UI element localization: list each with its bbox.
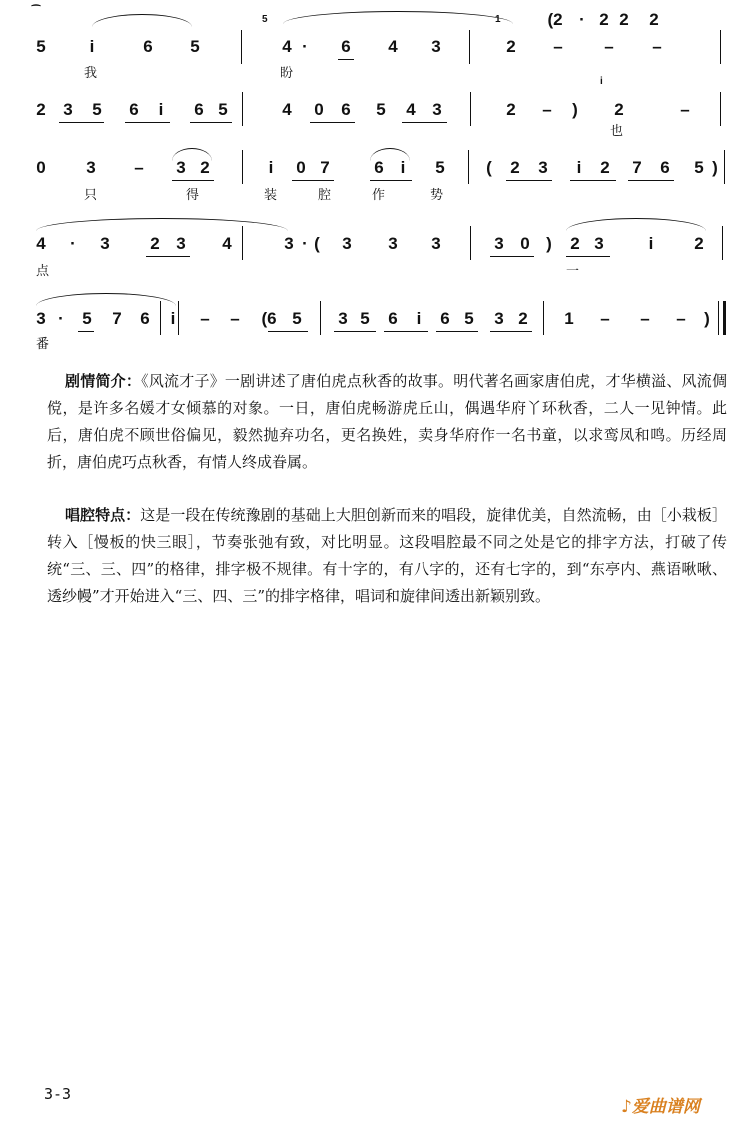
underline: [506, 180, 552, 181]
note: 2: [619, 10, 629, 29]
note: 6: [143, 37, 153, 56]
barline: [242, 226, 243, 260]
note: 6: [388, 309, 398, 328]
note: –: [230, 309, 240, 328]
barline: [724, 150, 725, 184]
underline: [566, 256, 610, 257]
tie: [283, 11, 513, 24]
note: –: [600, 309, 610, 328]
note: 4: [388, 37, 398, 56]
note: 2: [506, 100, 516, 119]
note: 3: [338, 309, 348, 328]
barline: [160, 301, 161, 335]
note: 3: [342, 234, 352, 253]
note: 6: [129, 100, 139, 119]
note: 3: [432, 100, 442, 119]
note: 5: [694, 158, 704, 177]
note: 5: [464, 309, 474, 328]
note: ): [704, 309, 710, 328]
note: 6: [374, 158, 384, 177]
synopsis-paragraph: [47, 368, 727, 476]
note: ·: [302, 234, 308, 253]
note: (2: [547, 10, 563, 29]
note: i: [268, 158, 274, 177]
score-line-4: [0, 210, 750, 285]
score-line-3: [0, 140, 750, 210]
note: 2: [200, 158, 210, 177]
note: 5: [292, 309, 302, 328]
note: i: [158, 100, 164, 119]
note: –: [553, 37, 563, 56]
note: 2: [600, 158, 610, 177]
note: 3: [86, 158, 96, 177]
note: 5: [218, 100, 228, 119]
lyric: 番: [36, 337, 50, 352]
synopsis-label: 剧情简介：: [65, 372, 142, 390]
underline: [59, 122, 104, 123]
note: 4: [282, 100, 292, 119]
underline: [334, 331, 376, 332]
note: 6: [194, 100, 204, 119]
note: 2: [649, 10, 659, 29]
tie: [92, 14, 192, 27]
note: (6: [261, 309, 277, 328]
note: 5: [190, 37, 200, 56]
barline: [470, 226, 471, 260]
features-label: 唱腔特点：: [65, 506, 141, 524]
note: 7: [632, 158, 642, 177]
synopsis-text: 《风流才子》一剧讲述了唐伯虎点秋香的故事。明代著名画家唐伯虎，才华横溢、风流倜傥，是许多名媛才女倾慕的对象。一日，唐伯虎畅游虎丘山，偶遇华府丫环秋香，二人一见钟情。此后，唐伯虎不顾世俗偏见，毅然抛弃功名，更名换姓，卖身华府作一名书童，以求鸾凤和鸣。历经周折，唐伯虎巧点秋香，有情人终成眷属。: [47, 372, 727, 471]
note: 2: [694, 234, 704, 253]
slide-mark: ⁀: [32, 6, 41, 17]
music-note-icon: ♪: [621, 1097, 632, 1117]
note: 2: [510, 158, 520, 177]
lyric: 一: [566, 264, 580, 279]
lyric: 也: [610, 124, 624, 139]
note: –: [680, 100, 690, 119]
final-barline-thick: [723, 301, 726, 335]
note: –: [640, 309, 650, 328]
barline: [543, 301, 544, 335]
lyric: 腔: [318, 188, 332, 203]
underline: [370, 180, 412, 181]
note: –: [200, 309, 210, 328]
note: i: [170, 309, 176, 328]
barline: [242, 150, 243, 184]
note: 5: [376, 100, 386, 119]
note: 3: [63, 100, 73, 119]
note: 2: [36, 100, 46, 119]
note: (: [486, 158, 492, 177]
underline: [190, 122, 232, 123]
note: 2: [518, 309, 528, 328]
note: 5: [435, 158, 445, 177]
note: 3: [494, 234, 504, 253]
note: i: [648, 234, 654, 253]
note: –: [652, 37, 662, 56]
note: i: [576, 158, 582, 177]
lyric: 装: [264, 188, 278, 203]
underline: [78, 331, 94, 332]
note: –: [542, 100, 552, 119]
note: 4: [406, 100, 416, 119]
note: 0: [520, 234, 530, 253]
note: 3: [494, 309, 504, 328]
barline: [241, 30, 242, 64]
lyric: 作: [372, 188, 386, 203]
final-barline-thin: [718, 301, 719, 335]
underline: [172, 180, 214, 181]
barline: [468, 150, 469, 184]
note: 2: [599, 10, 609, 29]
note: 3: [176, 158, 186, 177]
note: 5: [92, 100, 102, 119]
lyric: 势: [430, 188, 444, 203]
site-logo: [621, 1092, 700, 1117]
note: –: [604, 37, 614, 56]
underline: [292, 180, 334, 181]
note: 3: [431, 37, 441, 56]
barline: [720, 92, 721, 126]
barline: [720, 30, 721, 64]
note: –: [134, 158, 144, 177]
note: ·: [302, 37, 308, 56]
underline: [310, 122, 355, 123]
underline: [490, 256, 534, 257]
note: ): [546, 234, 552, 253]
lyric: 盼: [280, 66, 294, 81]
note: 6: [341, 100, 351, 119]
note: i: [89, 37, 95, 56]
score-line-2: [0, 76, 750, 140]
note: (: [314, 234, 320, 253]
underline: [125, 122, 170, 123]
tie: [36, 293, 176, 306]
features-text: 这是一段在传统豫剧的基础上大胆创新而来的唱段，旋律优美，自然流畅，由［小栽板］转入［慢板的快三眼］，节奏张弛有致，对比明显。这段唱腔最不同之处是它的排字方法，打破了传统“三、三、四”的格律，排字极不规律。有十字的，有八字的，还有七字的，到“东亭内、燕语啾啾、透纱幔”才开始进入“三、四、三”的排字格律，唱词和旋律间透出新颖别致。: [47, 506, 727, 605]
underline: [628, 180, 674, 181]
note: 6: [140, 309, 150, 328]
note: i: [416, 309, 422, 328]
features-paragraph: [47, 502, 727, 610]
note: ): [572, 100, 578, 119]
grace-note: i: [600, 76, 603, 87]
note: 6: [660, 158, 670, 177]
grace-note: 1: [495, 14, 501, 25]
lyric: 只: [84, 188, 98, 203]
note: 4: [222, 234, 232, 253]
underline: [436, 331, 478, 332]
underline: [402, 122, 447, 123]
note: ·: [58, 309, 64, 328]
underline: [268, 331, 308, 332]
score-line-1: [0, 0, 750, 80]
page-number: 3-3: [44, 1085, 72, 1103]
underline: [384, 331, 428, 332]
note: i: [400, 158, 406, 177]
note: 3: [594, 234, 604, 253]
note: 3: [100, 234, 110, 253]
note: ·: [579, 10, 585, 29]
barline: [320, 301, 321, 335]
tie: [566, 218, 706, 231]
note: 3: [538, 158, 548, 177]
note: 0: [296, 158, 306, 177]
tie: [36, 218, 288, 231]
underline: [490, 331, 532, 332]
barline: [469, 30, 470, 64]
note: 2: [506, 37, 516, 56]
lyric: 我: [84, 66, 98, 81]
note: 1: [564, 309, 574, 328]
note: –: [676, 309, 686, 328]
note: 3: [388, 234, 398, 253]
score-line-5: [0, 285, 750, 355]
note: 3: [176, 234, 186, 253]
note: 3: [284, 234, 294, 253]
note: ·: [70, 234, 76, 253]
underline: [338, 59, 354, 60]
barline: [242, 92, 243, 126]
lyric: 得: [186, 188, 200, 203]
note: 2: [150, 234, 160, 253]
grace-note: 5: [262, 14, 268, 25]
underline: [146, 256, 190, 257]
note: 7: [112, 309, 122, 328]
note: 2: [614, 100, 624, 119]
note: 7: [320, 158, 330, 177]
note: 4: [282, 37, 292, 56]
note: 5: [82, 309, 92, 328]
lyric: 点: [36, 264, 50, 279]
note: 4: [36, 234, 46, 253]
barline: [470, 92, 471, 126]
note: 3: [36, 309, 46, 328]
note: ): [712, 158, 718, 177]
note: 2: [570, 234, 580, 253]
note: 0: [314, 100, 324, 119]
note: 5: [360, 309, 370, 328]
note: 6: [341, 37, 351, 56]
barline: [722, 226, 723, 260]
note: 5: [36, 37, 46, 56]
note: 3: [431, 234, 441, 253]
note: 0: [36, 158, 46, 177]
underline: [570, 180, 616, 181]
logo-text: 爱曲谱网: [631, 1097, 700, 1117]
note: 6: [440, 309, 450, 328]
